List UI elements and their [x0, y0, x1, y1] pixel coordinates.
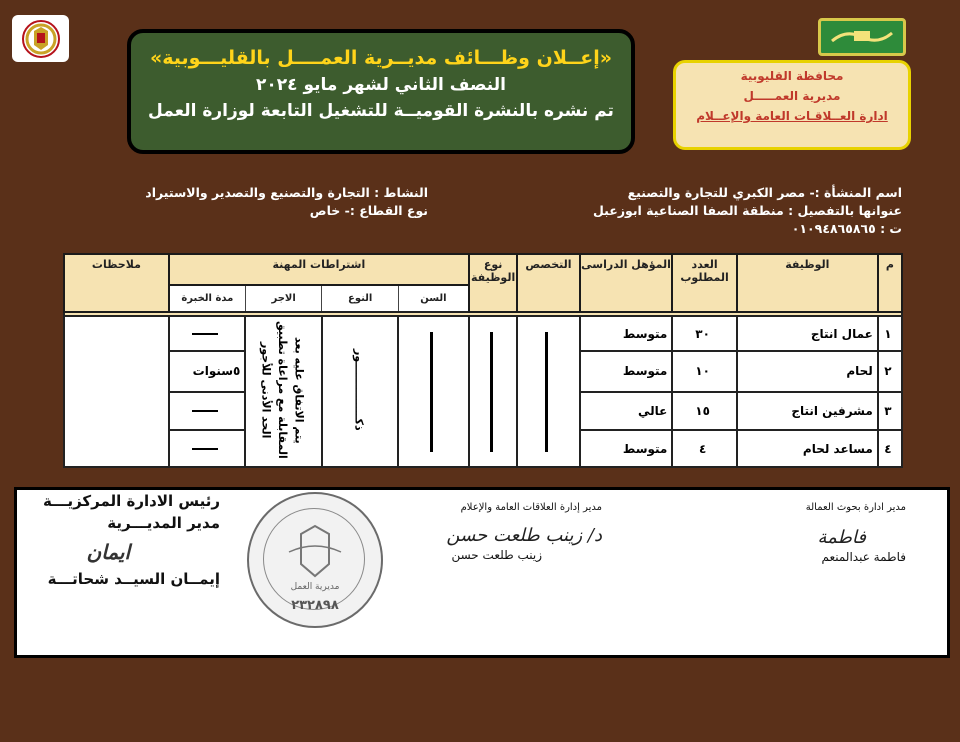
- gender-value: ذكـــــــــــــــور: [352, 349, 366, 431]
- seal-number: ٢٣٢٨٩٨: [291, 598, 339, 613]
- left-name: إيمــان السيــد شحاتـــة: [47, 570, 220, 588]
- announcement-period: النصف الثاني لشهر مايو ٢٠٢٤: [256, 75, 506, 95]
- announcement-title-box: [127, 29, 635, 154]
- governorate-box: [673, 60, 911, 150]
- row-4-count: ٤: [672, 430, 736, 467]
- row-3-qualification: عالي: [580, 392, 673, 431]
- notes-column: [64, 316, 169, 467]
- seal-text: مديرية العمل: [290, 582, 340, 592]
- egypt-emblem-logo: [12, 15, 69, 62]
- establishment-info: [482, 185, 902, 239]
- left-handwritten-sign: ايمان: [86, 540, 130, 564]
- header-age: السن: [398, 285, 469, 312]
- activity-info: [68, 185, 428, 221]
- row-1-m: ١: [878, 316, 902, 350]
- announcement-heading: «إعــلان وظـــائف مديــرية العمــــل بالقليـــوبية»: [150, 47, 612, 69]
- header-m: م: [878, 254, 902, 312]
- row-3-job: مشرفين انتاج: [737, 392, 878, 431]
- header-job: الوظيفة: [737, 254, 878, 312]
- left-title-1: رئيس الادارة المركزيـــة: [42, 492, 220, 510]
- row-1-experience: [169, 316, 246, 350]
- salary-value: يتم الاتفاق عليه بعد المقابلة مع مراعاة تطبيق الحد الأدنى للأجور: [259, 321, 306, 459]
- header-specialization: التخصص: [517, 254, 579, 312]
- gender-column: [322, 316, 399, 467]
- establishment-phone: ت : ٠١٠٩٤٨٦٥٨٦٥: [791, 221, 902, 236]
- header-salary: الاجر: [245, 285, 322, 312]
- sector-text: نوع القطاع :- خاص: [309, 203, 428, 218]
- row-2-experience: ٥سنوات: [169, 351, 246, 392]
- row-4-m: ٤: [878, 430, 902, 467]
- header-conditions: اشتراطات المهنة: [169, 254, 469, 285]
- right-name: فاطمة عبدالمنعم: [821, 550, 906, 564]
- right-title: مدير ادارة بحوث العمالة: [805, 502, 906, 513]
- header-notes: ملاحظات: [64, 254, 169, 312]
- right-signature-block: [746, 502, 906, 564]
- establishment-name: اسم المنشأة :- مصر الكبري للتجارة والتصنيع: [627, 185, 902, 200]
- row-1-job: عمال انتاج: [737, 316, 878, 350]
- header-count: العدد المطلوب: [672, 254, 736, 312]
- row-2-m: ٢: [878, 351, 902, 392]
- left-signature-block: [10, 492, 220, 588]
- establishment-address: عنوانها بالتفصيل : منطقة الصفا الصناعية ابوزعبل: [593, 203, 902, 218]
- right-handwritten-sign: فاطمة: [817, 527, 866, 548]
- row-1-count: ٣٠: [672, 316, 736, 350]
- activity-text: النشاط : التجارة والتصنيع والتصدير والاستيراد: [145, 185, 428, 200]
- middle-handwritten-sign: د/ زينب طلعت حسن: [446, 525, 602, 546]
- governorate-name: محافظة القليوبية: [740, 69, 844, 83]
- age-column: [398, 316, 469, 467]
- header-job-type: نوع الوظيفة: [469, 254, 517, 312]
- middle-name: زينب طلعت حسن: [451, 548, 542, 562]
- announcement-publication: تم نشره بالنشرة القوميــة للتشغيل التابعة لوزارة العمل: [148, 101, 614, 121]
- official-seal: [247, 492, 383, 628]
- header-gender: النوع: [322, 285, 399, 312]
- department-name: ادارة العــلاقـات العامة والإعــلام: [696, 109, 888, 123]
- jobs-table: [63, 253, 903, 468]
- row-4-experience: [169, 430, 246, 467]
- row-2-qualification: متوسط: [580, 351, 673, 392]
- qalyubia-governorate-logo: [818, 18, 906, 56]
- left-title-2: مدير المديـــرية: [107, 514, 220, 532]
- row-3-m: ٣: [878, 392, 902, 431]
- header-experience: مدة الخبرة: [169, 285, 246, 312]
- row-3-count: ١٥: [672, 392, 736, 431]
- directorate-name: مديرية العمـــــل: [743, 89, 841, 103]
- row-2-job: لحام: [737, 351, 878, 392]
- specialization-column: [517, 316, 579, 467]
- row-2-count: ١٠: [672, 351, 736, 392]
- salary-column: [245, 316, 322, 467]
- row-3-experience: [169, 392, 246, 431]
- middle-signature-block: [402, 502, 602, 562]
- job-type-column: [469, 316, 517, 467]
- row-1-qualification: متوسط: [580, 316, 673, 350]
- middle-title: مدير إدارة العلاقات العامة والإعلام: [460, 502, 602, 513]
- header-qualification: المؤهل الدراسى: [580, 254, 673, 312]
- row-4-job: مساعد لحام: [737, 430, 878, 467]
- row-4-qualification: متوسط: [580, 430, 673, 467]
